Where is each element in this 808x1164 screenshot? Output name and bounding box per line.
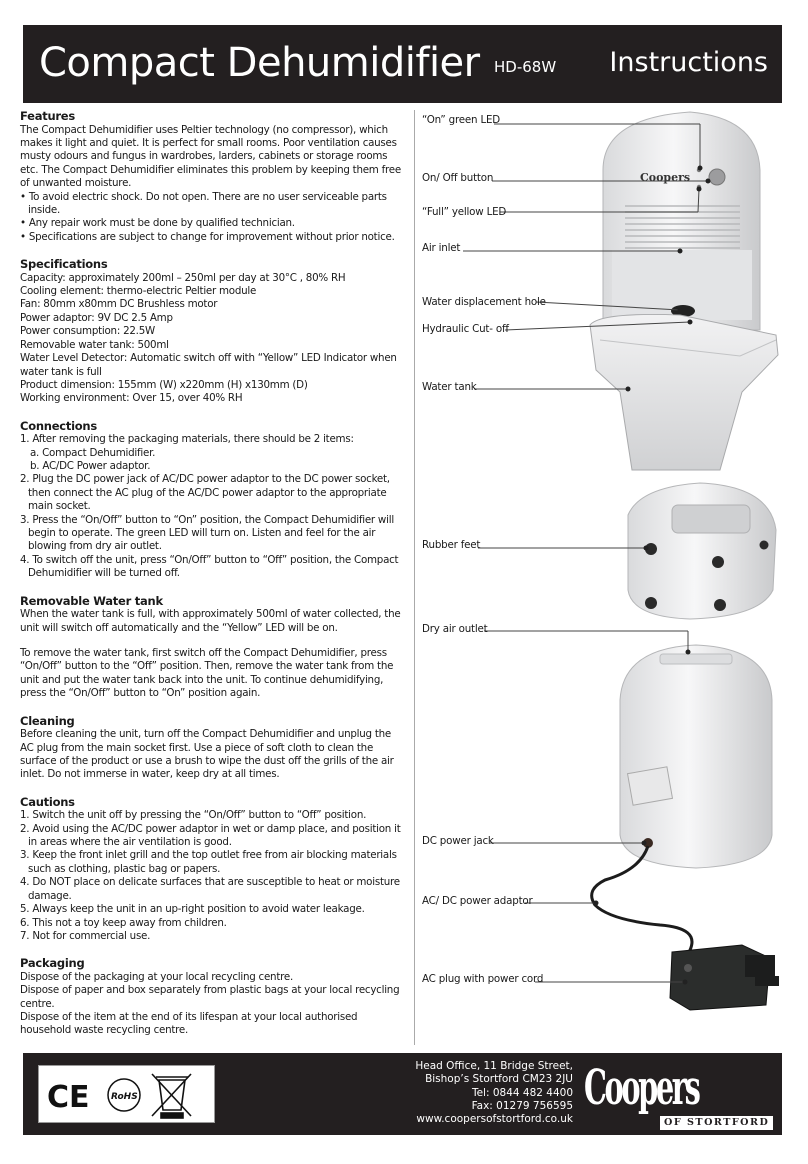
spec-line: Fan: 80mm x80mm DC Brushless motor: [20, 298, 218, 311]
packaging-line: Dispose of paper and box separately from plastic bags at your local recycling centre.: [20, 984, 400, 1010]
water-tank-graphic: [590, 314, 778, 470]
address-line: Head Office, 11 Bridge Street,: [415, 1060, 573, 1072]
connections-step: 4. To switch off the unit, press “On/Off” button to “Off” position, the Compact Dehumidifier will be turned off.: [20, 553, 399, 580]
fax-line: Fax: 01279 756595: [471, 1099, 573, 1112]
label-hydraulic-cut-off: Hydraulic Cut- off: [422, 323, 509, 335]
rubber-foot: [714, 599, 726, 611]
product-logo: Coopers: [640, 171, 691, 184]
rating-label: [628, 767, 673, 805]
certification-marks: [38, 1065, 215, 1123]
spec-line: Removable water tank: 500ml: [20, 338, 169, 351]
specifications-heading: Specifications: [20, 257, 108, 272]
caution-item: 3. Keep the front inlet grill and the top outlet free from air blocking materials such as clothing, plastic bag or papers.: [20, 849, 397, 875]
label-air-inlet: Air inlet: [422, 242, 461, 254]
label-full-yellow-led: “Full” yellow LED: [422, 206, 507, 218]
label-dry-air-outlet: Dry air outlet: [422, 623, 488, 635]
company-address: [343, 1060, 573, 1126]
rubber-foot: [712, 556, 724, 568]
label-dc-power-jack: DC power jack: [422, 835, 494, 847]
spec-line: Water Level Detector: Automatic switch off with “Yellow” LED Indicator when water tank is full: [20, 352, 397, 378]
spec-line: Power adaptor: 9V DC 2.5 Amp: [20, 311, 173, 324]
rohs-mark-icon: RoHS: [111, 1092, 138, 1102]
cleaning-text: Before cleaning the unit, turn off the Compact Dehumidifier and unplug the AC plug from the main socket first. Use a piece of soft cloth to clean the surface of the product or use a brush to wipe the dust off the grills of the air inlet. Do not immerse in water, keep dry at all times.: [20, 728, 394, 781]
connections-step: 1. After removing the packaging materials, there should be 2 items:: [20, 433, 354, 446]
connections-heading: Connections: [20, 418, 97, 433]
instructions-label: Instructions: [609, 47, 768, 78]
features-bullet: • Any repair work must be done by qualified technician.: [20, 217, 295, 230]
connections-substep: a. Compact Dehumidifier.: [30, 446, 156, 459]
brand-logo: Coopers: [584, 1060, 699, 1116]
connections-substep: b. AC/DC Power adaptor.: [30, 460, 151, 473]
label-ac-plug-power-cord: AC plug with power cord: [422, 973, 544, 985]
connections-step: 3. Press the “On/Off” button to “On” position, the Compact Dehumidifier will begin to operate. The green LED will turn on. Listen and feel for the air blowing from dry air outlet.: [20, 513, 394, 553]
spec-line: Product dimension: 155mm (W) x220mm (H) x130mm (D): [20, 378, 308, 391]
dehumidifier-bottom-view: [628, 483, 776, 619]
dehumidifier-back-view: [592, 645, 779, 1010]
caution-item: 6. This not a toy keep away from children.: [20, 916, 227, 929]
spec-line: Power consumption: 22.5W: [20, 325, 155, 338]
label-rubber-feet: Rubber feet: [422, 539, 481, 551]
spec-line: Cooling element: thermo-electric Peltier module: [20, 285, 257, 298]
footer-bar: [23, 1053, 782, 1135]
caution-item: 4. Do NOT place on delicate surfaces that are susceptible to heat or moisture damage.: [20, 876, 400, 902]
caution-item: 7. Not for commercial use.: [20, 929, 151, 942]
label-water-tank: Water tank: [422, 381, 477, 393]
caution-item: 1. Switch the unit off by pressing the “On/Off” button to “Off” position.: [20, 809, 367, 822]
features-bullet: • Specifications are subject to change for improvement without prior notice.: [20, 230, 395, 243]
cautions-heading: Cautions: [20, 794, 75, 809]
model-number: HD-68W: [494, 58, 557, 76]
label-water-displacement-hole: Water displacement hole: [422, 296, 546, 308]
features-bullet: • To avoid electric shock. Do not open. There are no user serviceable parts inside.: [20, 190, 387, 216]
phone-line: Tel: 0844 482 4400: [471, 1086, 573, 1099]
caution-item: 2. Avoid using the AC/DC power adaptor in wet or damp place, and position it in areas where the air ventilation is good.: [20, 822, 401, 849]
packaging-line: Dispose of the item at the end of its lifespan at your local authorised household waste recycling centre.: [20, 1011, 358, 1037]
packaging-heading: Packaging: [20, 956, 85, 971]
connections-step: 2. Plug the DC power jack of AC/DC power adaptor to the DC power socket, then connect the AC plug of the AC/DC power adaptor to the appropriate main socket.: [20, 473, 390, 513]
label-on-green-led: “On” green LED: [422, 114, 501, 126]
brand-tagline: OF STORTFORD: [660, 1116, 773, 1130]
features-intro: The Compact Dehumidifier uses Peltier technology (no compressor), which makes it light and quiet. It is perfect for small rooms. Poor ventilation causes musty odours and fungus in wardrobes, larders, cabinets or storage rooms etc. The Compact Dehumidifier eliminates this problem by keeping them free of unwanted moisture.: [20, 123, 401, 190]
address-line: Bishop’s Stortford CM23 2JU: [425, 1073, 573, 1086]
rubber-foot: [645, 597, 657, 609]
cleaning-heading: Cleaning: [20, 713, 75, 728]
spec-line: Working environment: Over 15, over 40% RH: [20, 392, 243, 405]
certification-icons: [39, 1066, 214, 1122]
weee-bin-icon: [152, 1074, 191, 1118]
ce-mark-icon: CE: [47, 1080, 90, 1115]
dehumidifier-front-view: [590, 112, 778, 470]
on-off-button-graphic: [709, 169, 725, 185]
features-heading: Features: [20, 109, 75, 123]
water-tank-heading: Removable Water tank: [20, 593, 163, 608]
page-title: Compact Dehumidifier: [39, 40, 480, 86]
water-tank-paragraph: To remove the water tank, first switch off the Compact Dehumidifier, press “On/Off” button to the “Off” position. Then, remove the water tank from the unit and put the water tank back into the unit. To continue dehumidifying, press the “On/Off” button to “On” position again.: [20, 647, 394, 700]
label-on-off-button: On/ Off button: [422, 172, 494, 184]
website-link[interactable]: www.coopersofstortford.co.uk: [416, 1113, 573, 1126]
label-ac-dc-power-adaptor: AC/ DC power adaptor: [422, 895, 533, 907]
packaging-line: Dispose of the packaging at your local recycling centre.: [20, 970, 293, 983]
caution-item: 5. Always keep the unit in an up-right position to avoid water leakage.: [20, 903, 365, 916]
spec-line: Capacity: approximately 200ml – 250ml per day at 30°C , 80% RH: [20, 271, 346, 284]
water-tank-paragraph: When the water tank is full, with approximately 500ml of water collected, the unit will switch off automatically and the “Yellow” LED will be on.: [20, 608, 401, 634]
